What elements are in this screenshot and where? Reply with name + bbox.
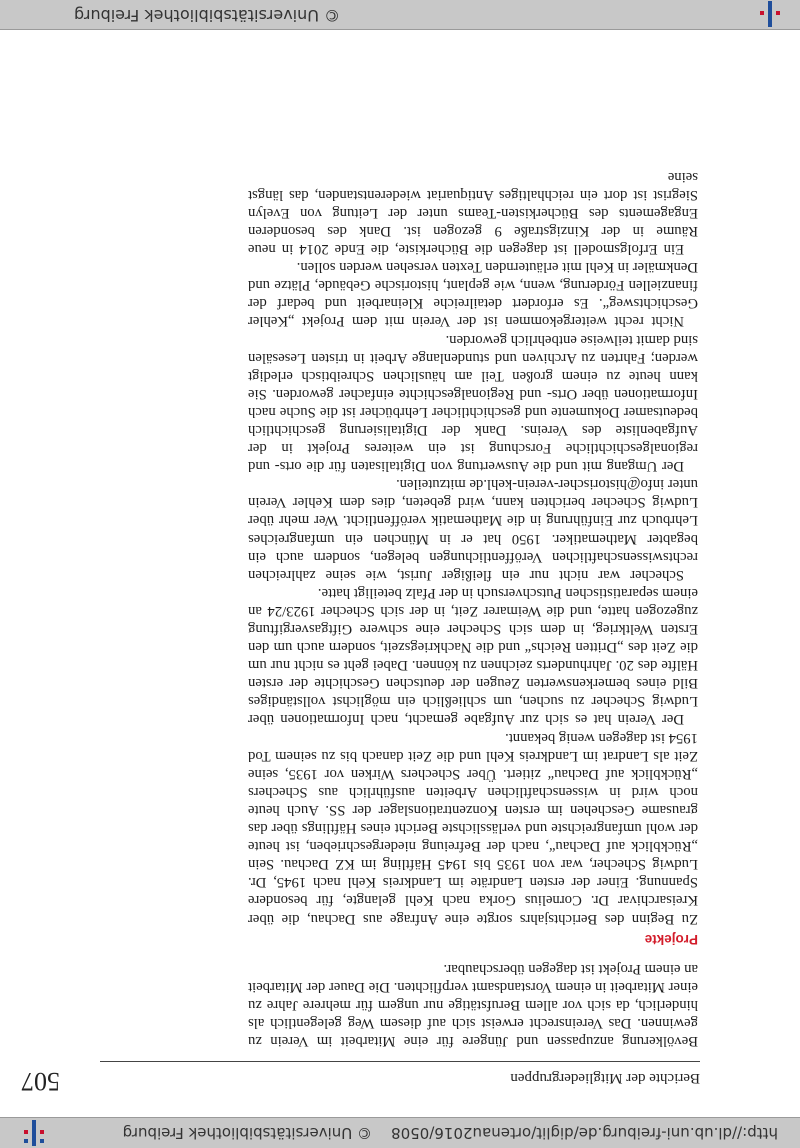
- paragraph: Bevölkerung anzupassen und Jüngere für eine Mitarbeit im Verein zu gewinnen. Das Vereinsrecht erweist sich auf diesem Weg gelegentlich als hinderlich, da sich vor allem Berufstätige nur ungern für mehrere Jahre zu einer Mitarbeit in einem Vorstandsamt verpflichten. Die Dauer der Mitarbeit an einem Projekt ist dagegen überschaubar.: [248, 960, 698, 1049]
- uni-freiburg-logo: [760, 1, 780, 27]
- running-head-title: Berichte der Mitgliedergruppen: [510, 1070, 700, 1086]
- section-heading: Projekte: [644, 931, 698, 947]
- article-body: [248, 168, 698, 1050]
- digital-library-url[interactable]: http://dl.ub.uni-freiburg.de/diglit/ortenau2016/0508: [391, 1124, 778, 1142]
- header-url-text[interactable]: [123, 1124, 778, 1142]
- paragraph: Der Verein hat es sich zur Aufgabe gemacht, nach Informationen über Ludwig Schecher zu suchen, um schließlich ein möglichst vollständiges Bild eines bemerkenswerten Zeugen der deutschen Geschichte der ersten Hälfte des 20. Jahrhunderts zeichnen zu können. Dabei geht es nicht nur um die Zeit des „Dritten Reichs“ und die Nachkriegszeit, sondern auch um den Ersten Weltkrieg, in dem sich Schecher eine schwere Giftgasvergiftung zugezogen hatte, und die Weimarer Zeit, in der sich Schecher 1923/24 an einem separatistischen Putschversuch in der Pfalz beteiligt hatte.: [248, 584, 698, 728]
- paragraph: Schecher war nicht nur ein fleißiger Jurist, wie seine zahlreichen rechtswissenschaftlichen Veröffentlichungen belegen, sondern auch ein begabter Mathematiker. 1950 hat er in München ein umfangreiches Lehrbuch zur Einführung in die Mathematik veröffentlicht. Wer mehr über Ludwig Schecher berichten kann, wird gebeten, dies dem Kehler Verein unter info@historischer-verein-kehl.de mitzuteilen.: [248, 476, 698, 583]
- paragraph: Zu Beginn des Berichtsjahrs sorgte eine Anfrage aus Dachau, die über Kreisarchivar Dr. Cornelius Gorka nach Kehl gelangte, für besondere Spannung. Einer der ersten Landräte im Landkreis Kehl nach 1945, Dr. Ludwig Schecher, war von 1935 bis 1945 Häftling im KZ Dachau. Sein „Rückblick auf Dachau“, nach der Befreiung niedergeschrieben, ist heute der wohl umfangreichste und verlässlichste Bericht eines Häftlings über das grausame Geschehen im ersten Konzentrationslager der SS. Auch heute noch wird in wissenschaftlichen Arbeiten ausführlich aus Schechers „Rückblick auf Dachau“ zitiert. Über Schechers Wirken vor 1935, seine Zeit als Landrat im Landkreis Kehl und die Zeit danach bis zu seinem Tod 1954 ist dagegen wenig bekannt.: [248, 729, 698, 927]
- paragraph: Ein Erfolgsmodell ist dagegen die Bücherkiste, die Ende 2014 in neue Räume in der Kinzigstraße 9 gezogen ist. Dank des besonderen Engagements des Bücherkisten-Teams unter der Leitung von Evelyn Siegrist ist dort ein reichhaltiges Antiquariat wiederentstanden, das längst seine: [248, 168, 698, 258]
- page-number: 507: [21, 1067, 60, 1096]
- paragraph: Nicht recht weitergekommen ist der Verein mit dem Projekt „Kehler Geschichtsweg“. Es erfordert detailreiche Kleinarbeit und bedarf der finanziellen Förderung, wenn, wie geplant, historische Gebäude, Plätze und Denkmäler in Kehl mit erläuternden Texten versehen werden sollen.: [248, 259, 698, 330]
- running-head: [21, 1061, 700, 1096]
- uni-freiburg-logo: [24, 1120, 44, 1146]
- viewer-footer-bar: [0, 0, 800, 30]
- header-library-credit: © Universitätsbibliothek Freiburg: [122, 1124, 373, 1142]
- paragraph: Der Umgang mit und die Auswertung von Digitalisaten für die orts- und regionalgeschichtliche Forschung ist ein weiteres Projekt in der Aufgabenliste des Vereins. Dank der Digitalisierung geschichtlich bedeutsamer Dokumente und geschichtlicher Lehrbücher ist die Suche nach Informationen über Orts- und Regionalgeschichte einfacher geworden. Sie kann heute zu einem großen Teil am häuslichen Schreibtisch erledigt werden; Fahrten zu Archiven und stundenlange Arbeit in tristen Lesesälen sind damit teilweise entbehrlich geworden.: [248, 331, 698, 475]
- viewer-header-bar: [0, 1117, 800, 1148]
- footer-library-credit: © Universitätsbibliothek Freiburg: [74, 6, 341, 25]
